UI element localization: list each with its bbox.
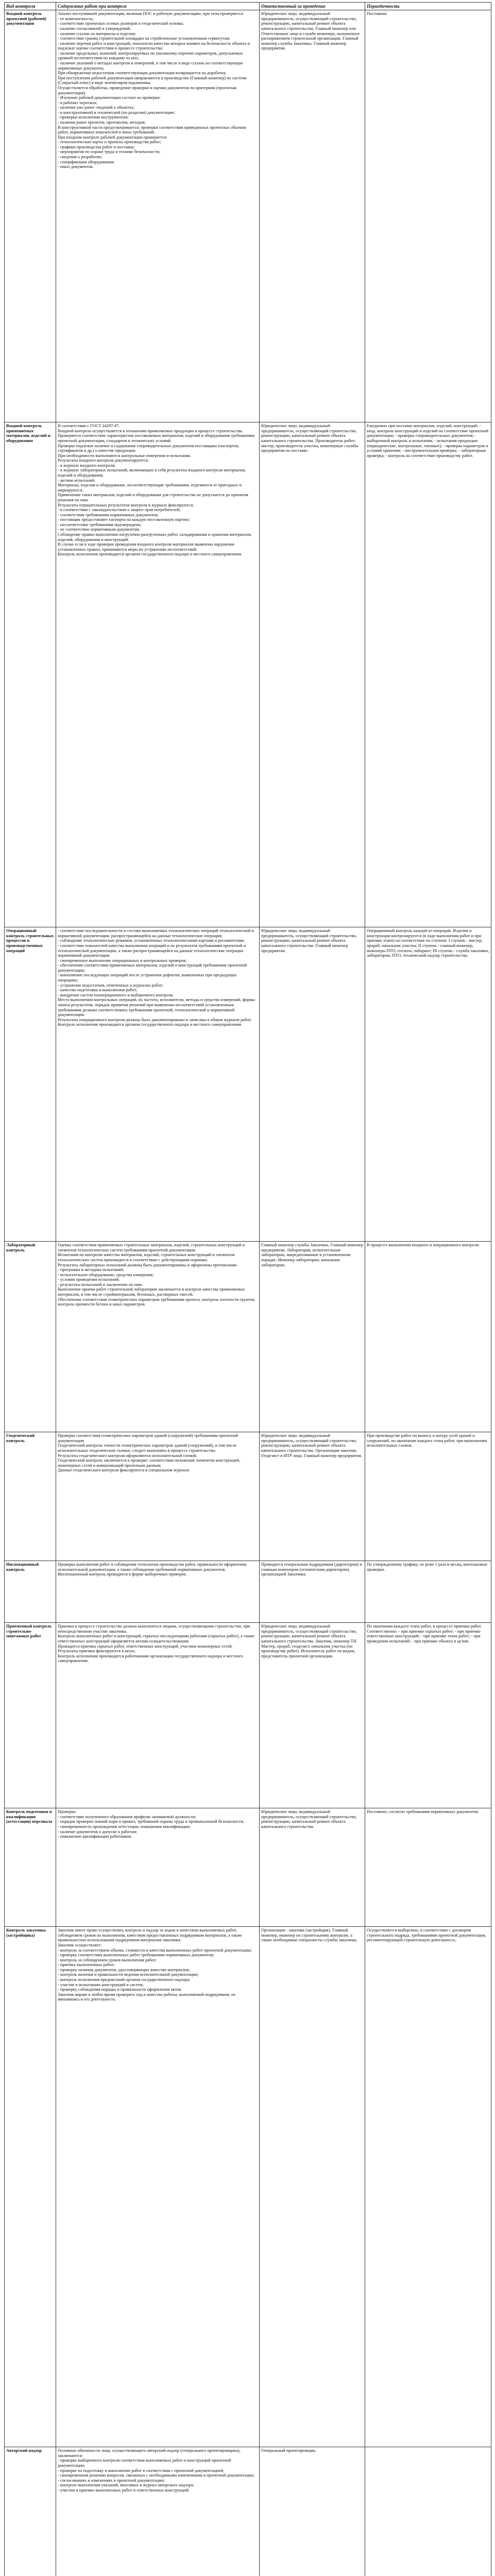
- content-line: - контроль исполнения предписаний органов государственного надзора;: [58, 1977, 191, 1982]
- frequency-cell: По утвержденному графику, не реже 1 раза в месяц, внеплановые проверки.: [365, 1561, 491, 1623]
- content-line: - в рабочих чертежах;: [58, 100, 98, 105]
- content-line: Геодезический контроль заключается в проверке: соответствия положения элементов конструкций, инженерных сетей и коммуникаций проектным данным.: [58, 1458, 241, 1468]
- content-line: Приемка в процессе строительства должна выполняться лицами, осуществляющими строительство, при непосредственном участии заказчика.: [58, 1624, 250, 1634]
- content-line: - своевременном решении вопросов, связанных с необходимыми изменениями в проектной документации;: [58, 2473, 254, 2478]
- content-line: Заказчик осуществляет:: [58, 1942, 102, 1947]
- table-row: [5, 1623, 491, 1808]
- content-line: - несоответствие требованиям подтверждено;: [58, 522, 142, 527]
- content-line: Заказчик имеет право осуществлять контроль и надзор за ходом и качеством выполняемых работ, соблюдением сроков их выполнения, качеством предоставленных подрядчиком материалов, а также правильностью использования подрядчиком материалов заказчика.: [58, 1928, 242, 1943]
- content-line: - наличие указаний о методах контроля и измерений, в том числе в виде ссылок на соответствующие нормативные документы.: [58, 61, 244, 71]
- header-frequency: Периодичность: [365, 3, 491, 10]
- content-line: Места выполнения контрольных операций, их частота, исполнители, методы и средства измерений, формы записи результатов, порядок принятия решений при выявлении несоответствий установленным требованиям должны соответствовать требованиям проектной, технологической и нормативной документации.: [58, 997, 255, 1018]
- content-line: Анализ поступившей документации, включая ПОС и рабочую документацию, при этом проверяется:: [58, 11, 244, 16]
- content-line: Результаты приемки фиксируются в актах.: [58, 1649, 136, 1654]
- control-type-cell: Входной контроль проектной (рабочей) документации: [5, 10, 56, 422]
- content-line: - спецификации оборудования;: [58, 159, 115, 164]
- content-line: Входной контроль осуществляется в отношении применяемых продукции в процессе строительства. Проверяется соответствие характеристик поставляемых материалов, изделий и оборудования требованиям проектной документации, стандартов и технических условий.: [58, 428, 255, 443]
- content-line: - согласованиях и изменениях в проектной документации;: [58, 2478, 165, 2483]
- control-type-cell: Операционный контроль строительных процессов и производственных операций: [5, 927, 56, 1242]
- table-row: [5, 422, 491, 927]
- content-line: - соответствие границ строительной площадки на стройгенплане установленным сервитутам;: [58, 36, 230, 41]
- frequency-cell: [365, 2447, 491, 2576]
- frequency-cell: Осуществляется выборочно, в соответствии с договором строительного подряда, требованиями проектной документации, регламентирующей строительную деятельность.: [365, 1927, 491, 2447]
- content-line: - устранение недостатков, отмеченных в журналах работ;: [58, 982, 164, 988]
- control-table: [4, 2, 491, 2576]
- control-type-cell: Контроль подготовки и квалификации (аттестации) персонала: [5, 1808, 56, 1927]
- content-cell: [56, 1808, 260, 1927]
- content-line: При обнаружении недостатков соответствующая документация возвращается на доработку.: [58, 71, 227, 76]
- content-line: - наличия ранее проектов, протоколов, методов;: [58, 120, 146, 125]
- content-cell: [56, 1623, 260, 1808]
- content-line: - повышение квалификации работников.: [58, 1834, 132, 1839]
- content-line: - в конструктивной и технической (по разделам) документации;: [58, 110, 175, 115]
- responsible-cell: Организация - заказчик (застройщик). Главный инженер, инженер по строительному контролю, а также необходимые специалисты службы заказчика.: [260, 1927, 365, 2447]
- table-row: [5, 1561, 491, 1623]
- responsible-cell: Юридическое лицо, индивидуальный предприниматель, осуществляющий строительство, реконструкцию, капитальный ремонт объекта капитального строительства.: [260, 1808, 365, 1927]
- content-line: В конструктивной части предусматривается: проверки соответствия приведенных проектных объемов работ, нормативных показателей и иных требований.: [58, 125, 246, 135]
- content-line: Контроль выполненных работ и конструкций, скрытых последующими работами (скрытых работ), а также ответственных конструкций оформляется актами освидетельствования.: [58, 1634, 254, 1643]
- content-line: - технологические карты и проекты производства работ;: [58, 140, 162, 145]
- content-line: Контроль исполнения производится органом государственного надзора и местного самоуправления.: [58, 552, 243, 557]
- header-row: [5, 3, 491, 10]
- content-line: - участии в приемке выполненных работ и ответственных конструкций.: [58, 2487, 190, 2493]
- frequency-cell: При производстве работ по выносу в натуру осей зданий и сооружений, по окончании каждого этапа работ, при выполнении исполнительных съемок.: [365, 1432, 491, 1561]
- table-row: [5, 927, 491, 1242]
- responsible-cell: Проводится генеральным подрядчиком (директором) и главным инженером (техническим директором), организацией Заказчика.: [260, 1561, 365, 1623]
- content-line: - испытательное оборудование, средства измерения;: [58, 1272, 154, 1277]
- content-line: Геодезический контроль точности геометрических параметров зданий (сооружений), в том числе исполнительные геодезические съемки, следует выполнять в процессе строительства.: [58, 1443, 237, 1453]
- content-line: Инспекционный контроль проводится в форме выборочных проверок.: [58, 1572, 187, 1577]
- responsible-cell: Юридическое лицо, индивидуальный предприниматель, осуществляющий строительство, реконструкцию, капитальный ремонт объекта капитального строительства. Главный инженер предприятия.: [260, 927, 365, 1242]
- content-line: - мероприятия по охране труда и технике безопасности;: [58, 149, 161, 155]
- content-line: - своевременное выполнение операционных и контрольных проверок;: [58, 958, 187, 963]
- content-line: - ее комплектность;: [58, 16, 94, 21]
- table-row: [5, 10, 491, 422]
- content-line: - проверке на подготовку и выполнение работ в соответствии с проектной документацией;: [58, 2468, 225, 2473]
- frequency-cell: По окончании каждого этапа работ, в процессе приемки работ. Соответственно: - при приемке скрытых работ; - при приемке ответственных конструкций; - при приемке этапа работ; - при проведении испытаний; - при приемке объекта в целом.: [365, 1623, 491, 1808]
- content-line: Проводится приемка скрытых работ, ответственных конструкций, участков инженерных сетей.: [58, 1643, 233, 1649]
- table-row: [5, 2447, 491, 2576]
- content-line: В соответствии с ГОСТ 24297-87.: [58, 423, 120, 429]
- content-cell: [56, 1561, 260, 1623]
- content-line: - соответствие полученного образования профилю занимаемой должности;: [58, 1814, 196, 1819]
- content-line: Контроль исполнения производится органом государственного надзора и местного самоуправления.: [58, 1022, 243, 1027]
- content-line: Обеспечение соответствия геометрических параметров требованиям проекта, контроль плотности грунтов, контроль прочности бетона и иных параметров.: [58, 1297, 255, 1307]
- control-type-cell: Авторский надзор: [5, 2447, 56, 2576]
- content-line: Результаты операционного контроля должны быть документированы и записаны в общем журнале работ.: [58, 1017, 252, 1022]
- content-line: Оценка соответствия применяемых строительных материалов, изделий, строительных конструкций и элементов технологических систем требованиям проектной документации.: [58, 1243, 245, 1252]
- content-line: - проверки исполнения инструментом;: [58, 115, 129, 120]
- table-row: [5, 1432, 491, 1561]
- content-line: - иных документов.: [58, 164, 94, 170]
- control-type-cell: Входной контроль применяемых материалов, изделий и оборудования: [5, 422, 56, 927]
- control-type-cell: Контроль заказчика (застройщика): [5, 1927, 56, 2447]
- control-type-cell: Лабораторный контроль: [5, 1242, 56, 1432]
- content-cell: [56, 1927, 260, 2447]
- content-line: Выполнение приема работ строительной лаборатории заключается в контроле качества применяемых материалов, в том числе стройматериалов, бетонных, растворных смесей.: [58, 1287, 245, 1297]
- content-line: - проверку соблюдения порядка и правильности оформления актов.: [58, 1987, 182, 1992]
- content-line: - в соответствии с законодательством о защите прав потребителей;: [58, 507, 181, 513]
- content-line: - соответствие проектных осевых размеров и геодезической основы;: [58, 21, 184, 26]
- content-line: - внедрение систем пооперационного и выборочного контроля.: [58, 992, 174, 997]
- header-type: Вид контроля: [5, 3, 56, 10]
- content-line: - наличия уже ранее сведений о объектах;: [58, 105, 135, 110]
- content-line: - соответствие последовательности и состава выполняемых технологических операций технологической и нормативной документации, распространяющейся на данные технологические операции;: [58, 928, 254, 938]
- table-body: [5, 10, 491, 2576]
- content-line: - Изучение рабочей документации состоит из проверки:: [58, 95, 161, 100]
- content-line: Испытания по контролю качества материалов, изделий, строительных конструкций и элементов технологических систем производятся в соответствии с действующими нормами.: [58, 1252, 235, 1262]
- content-line: В случае если в ходе проверки проведения входного контроля материалов выявлены нарушения установленных правил, принимаются меры по устранению несоответствий.: [58, 542, 234, 552]
- content-line: - сведения о разработке;: [58, 155, 103, 160]
- content-line: При входном контроле рабочей документации проверяется:: [58, 134, 167, 140]
- content-line: Материалы, изделия и оборудование, несоответствующие требованиям, отделяются от пригодных и маркируются.: [58, 483, 242, 493]
- responsible-cell: Юридическое лицо, индивидуальный предприниматель, осуществляющий строительство, реконструкцию, капитальный ремонт объекта капитального строительства. Заказчик, инженер ТН. Мастер, прораб, геодезист, начальник участка (по производству работ). Исполнитель работ по видам, представитель проектной организации.: [260, 1623, 365, 1808]
- content-cell: [56, 1432, 260, 1561]
- content-line: - актами испытаний.: [58, 478, 96, 483]
- content-line: Результаты лабораторных испытаний должны быть документированы и оформлены протоколами.: [58, 1262, 238, 1267]
- content-line: - обеспечение соответствия применяемых материалов, изделий и конструкций требованиям проектной документации;: [58, 963, 247, 973]
- table-row: [5, 1242, 491, 1432]
- frequency-cell: Постоянно: [365, 10, 491, 422]
- content-line: - результаты испытаний и заключение по ним.: [58, 1282, 143, 1287]
- header-responsible: Ответственный за проведение: [260, 3, 365, 10]
- content-line: - своевременность прохождения аттестации, повышения квалификации;: [58, 1824, 191, 1829]
- control-type-cell: Инспекционный контроль: [5, 1561, 56, 1623]
- content-line: Заказчик вправе в любое время проверить ход и качество работы, выполняемой подрядчиком, не вмешиваясь в его деятельность.: [58, 1992, 236, 2002]
- content-line: - контроль за соответствием объема, стоимости и качества выполненных работ проектной документации;: [58, 1947, 252, 1953]
- content-line: - в журнале входного контроля;: [58, 463, 116, 468]
- frequency-cell: Ежедневно при поставке материалов, изделий, конструкций: - вход. контроль конструкций и изделий на соответствие проектной документации; - проверка сопроводительных документов; - выборочный контроль и испытания; - испытания продукции (периодические, контрольные, типовые); - проверка параметров и условий хранения; - инструментальная проверка; - лабораторная проверка; - контроль на соответствие производству работ.: [365, 422, 491, 927]
- content-line: - качество подготовки и выполнения работ;: [58, 988, 138, 993]
- responsible-cell: Главный инженер службы Заказчика. Главный инженер предприятия. Лаборатория, испытательные лаборатории, аккредитованные в установленном порядке. Инженер лаборатории, начальник лаборатории.: [260, 1242, 365, 1432]
- content-line: - выполнение последующих операций после устранения дефектов, выявленных при предыдущих операциях;: [58, 973, 237, 983]
- content-line: - соответствие показателей качества выполнения операций и их результатов требованиям проектной и технологической документации, а также распространяющейся на данные технологические операции нормативной документации;: [58, 943, 246, 958]
- content-line: - участие в испытаниях конструкций и систем;: [58, 1982, 144, 1987]
- control-type-cell: Геодезический контроль: [5, 1432, 56, 1561]
- content-line: - порядок проверки знаний норм и правил, требований охраны труда и промышленной безопасности;: [58, 1819, 245, 1824]
- content-line: Проверка выполнения работ и соблюдения технологии производства работ, правильности оформления исполнительной документации, а также соблюдения требований нормативных документов.: [58, 1562, 247, 1572]
- content-line: - контроль наличия и правильности ведения исполнительной документации;: [58, 1972, 199, 1977]
- content-line: - программа и методика испытаний;: [58, 1267, 124, 1273]
- content-line: Основные обязанности лица, осуществляющего авторский надзор (генерального проектировщика), заключаются:: [58, 2448, 241, 2458]
- content-line: - проверку соответствия выполненных работ требованиям нормативных документов;: [58, 1953, 214, 1958]
- content-line: - соблюдение технологических режимов, установленных технологическими картами и регламентами;: [58, 938, 245, 943]
- control-type-cell: Приемочный контроль строительно-монтажных работ: [5, 1623, 56, 1808]
- content-line: - проверке выборочного контроля соответствия выполняемых работ и конструкций проектной документации;: [58, 2458, 231, 2468]
- responsible-cell: Юридическое лицо, индивидуальный предприниматель, осуществляющий строительство, реконструкцию, капитальный ремонт объекта капитального строительства. Производитель работ: мастер, производитель участка, инженерные службы предприятия по поставке.: [260, 422, 365, 927]
- content-line: Применение таких материалов, изделий и оборудования для строительства не допускается до принятия решения по ним.: [58, 493, 248, 502]
- content-line: - графики производства работ и поставок;: [58, 144, 135, 149]
- content-line: - условия проведения испытаний;: [58, 1277, 120, 1282]
- content-line: При необходимости выполняются контрольные измерения и испытания.: [58, 453, 191, 458]
- frequency-cell: Операционный контроль каждой из операций. Изделия и конструкции контролируются (в ходе выполнения работ и при приемке этапа) на соответствие по ступени: I ступень - мастер, прораб; начальник участка; II ступень - главный инженер, инженеры ПТО, геологи, лаборант; III ступень - служба заказчика, лаборатории, ПТО, технический надзор строительства.: [365, 927, 491, 1242]
- frequency-cell: В процессе выполнения входного и операционного контроля.: [365, 1242, 491, 1432]
- content-line: - наличие документов о допуске к работам;: [58, 1829, 138, 1834]
- content-line: - наличие перечня работ и конструкций, показатели качества которых влияют на безопасность объекта и подлежат оценке соответствия в процессе строительства;: [58, 41, 250, 51]
- content-line: - наличие предельных значений, контролируемых по указанному перечню параметров, допускаемых уровней несоответствия по каждому из них;: [58, 50, 243, 61]
- content-line: - наличие согласований и утверждений;: [58, 26, 131, 31]
- content-line: Результаты входного контроля документируются:: [58, 458, 149, 463]
- content-cell: [56, 927, 260, 1242]
- content-line: Результаты геодезического контроля оформляются исполнительной схемой.: [58, 1453, 197, 1458]
- content-line: - контроле выполнения указаний, вносимых в журнал авторского надзора;: [58, 2483, 194, 2488]
- content-cell: [56, 10, 260, 422]
- content-line: Проверка соответствия геометрических параметров зданий (сооружений) требованиям проектной документации.: [58, 1433, 238, 1443]
- content-line: Контроль исполнения производится работниками организации государственного надзора и местного самоуправления.: [58, 1653, 244, 1664]
- content-line: Проверка:: [58, 1809, 77, 1815]
- content-line: - поставщик предоставляет паспорта на каждую поставленную партию;: [58, 517, 190, 522]
- content-line: - проверку наличия документов, удостоверяющих качество материалов;: [58, 1967, 190, 1972]
- content-line: - в журнале лабораторных испытаний, включающих в себя результаты входного контроля материалов, изделий и оборудования;: [58, 468, 246, 478]
- content-line: Результаты отрицательных результатов контроля в журнале фиксируются.: [58, 502, 194, 507]
- content-line: - контроль за соблюдением сроков выполнения работ;: [58, 1957, 157, 1962]
- frequency-cell: Постоянно, согласно требованиям нормативных документов.: [365, 1808, 491, 1927]
- content-line: При поступлении рабочей документации направляются в производство (Главный инженер) по системе (Сокрытый плюс) в виде экземпляров подлинника.: [58, 75, 247, 86]
- content-line: Данные геодезического контроля фиксируются в специальном журнале.: [58, 1468, 191, 1473]
- content-line: Осуществляется обработка, проведение проверки и оценки документов по критериям (проектная документация).: [58, 85, 237, 95]
- content-cell: [56, 422, 260, 927]
- content-line: Соблюдение правил выполнения погрузочно-разгрузочных работ, складирования и хранения материалов, изделий, оборудования и конструкций.: [58, 532, 252, 542]
- table-row: [5, 1808, 491, 1927]
- content-line: - соответствия требованиям нормативных документов;: [58, 512, 159, 517]
- header-content: Содержание работ при контроле: [56, 3, 260, 10]
- content-line: - наличие ссылок на материалы и изделия;: [58, 31, 136, 36]
- responsible-cell: Юридическое лицо, индивидуальный предприниматель, осуществляющий строительство, реконструкцию, капитальный ремонт объекта капитального строительства. Главный инженер или Ответственное лицо в службе инженера, назначенное распоряжением строительной организации. Главный инженер службы Заказчика. Главный инженер предприятия.: [260, 10, 365, 422]
- content-line: - приемку выполненных работ;: [58, 1962, 115, 1968]
- document-page: [4, 2, 491, 2576]
- table-row: [5, 1927, 491, 2447]
- content-line: Проверке подлежат наличие и содержание сопроводительных документов поставщика (паспортов, сертификатов и др.) о качестве продукции.: [58, 443, 240, 453]
- responsible-cell: Юридическое лицо, индивидуальный предприниматель, осуществляющий строительство, реконструкцию, капитальный ремонт объекта капитального строительства. Организация-заказчик. Геодезист и ИТР лица. Главный инженер предприятия.: [260, 1432, 365, 1561]
- content-cell: [56, 2447, 260, 2576]
- responsible-cell: Генеральный проектировщик.: [260, 2447, 365, 2576]
- content-cell: [56, 1242, 260, 1432]
- content-line: - не соответствие нормативным документам.: [58, 527, 140, 532]
